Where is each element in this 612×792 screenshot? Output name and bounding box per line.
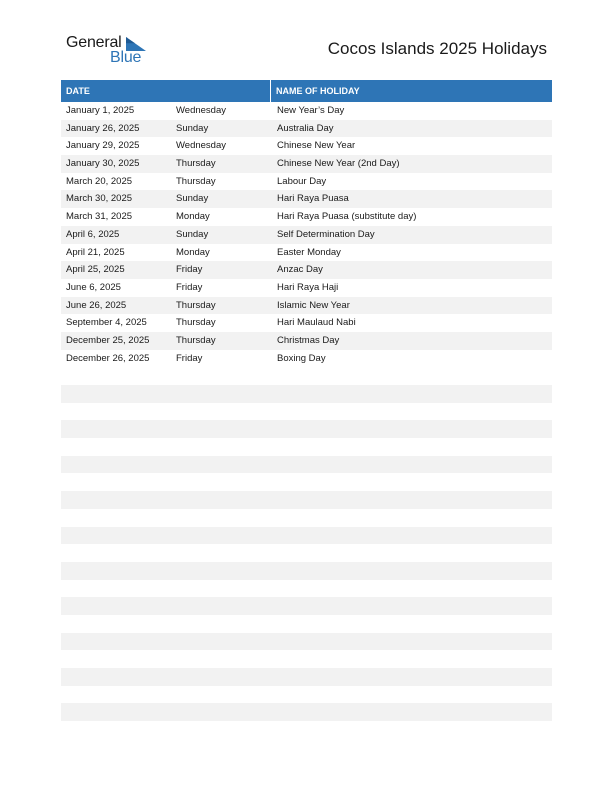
- cell-weekday: Sunday: [176, 122, 209, 134]
- table-row: [61, 332, 552, 350]
- empty-row: [61, 456, 552, 474]
- page-title: Cocos Islands 2025 Holidays: [327, 39, 547, 58]
- table-row: [61, 226, 552, 244]
- cell-weekday: Thursday: [176, 334, 216, 346]
- table-row: [61, 297, 552, 315]
- empty-row: [61, 703, 552, 721]
- cell-holiday-name: Hari Raya Haji: [277, 281, 339, 293]
- table-row: [61, 208, 552, 226]
- cell-weekday: Thursday: [176, 175, 216, 187]
- empty-row: [61, 491, 552, 509]
- table-row: [61, 350, 552, 368]
- cell-date: March 31, 2025: [66, 211, 133, 223]
- cell-date: June 6, 2025: [66, 281, 121, 293]
- cell-date: December 25, 2025: [66, 334, 150, 346]
- table-row: [61, 102, 552, 120]
- cell-date: March 30, 2025: [66, 193, 133, 205]
- cell-weekday: Friday: [176, 352, 203, 364]
- cell-weekday: Thursday: [176, 299, 216, 311]
- cell-date: September 4, 2025: [66, 317, 147, 329]
- cell-holiday-name: Hari Raya Puasa (substitute day): [277, 211, 417, 223]
- cell-weekday: Sunday: [176, 228, 209, 240]
- cell-weekday: Wednesday: [176, 140, 226, 152]
- empty-row: [61, 403, 552, 421]
- empty-row: [61, 420, 552, 438]
- empty-row: [61, 668, 552, 686]
- logo-word-blue: Blue: [110, 49, 142, 66]
- table-row: [61, 173, 552, 191]
- cell-holiday-name: Easter Monday: [277, 246, 341, 258]
- cell-date: April 21, 2025: [66, 246, 125, 258]
- empty-row: [61, 686, 552, 704]
- cell-holiday-name: Islamic New Year: [277, 299, 350, 311]
- cell-weekday: Sunday: [176, 193, 209, 205]
- table-row: [61, 314, 552, 332]
- cell-date: June 26, 2025: [66, 299, 127, 311]
- cell-holiday-name: Chinese New Year: [277, 140, 356, 152]
- empty-row: [61, 527, 552, 545]
- cell-holiday-name: Hari Raya Puasa: [277, 193, 349, 205]
- cell-holiday-name: New Year’s Day: [277, 105, 345, 116]
- cell-date: April 6, 2025: [66, 228, 120, 240]
- cell-weekday: Friday: [176, 264, 203, 276]
- cell-date: April 25, 2025: [66, 264, 125, 276]
- cell-holiday-name: Self Determination Day: [277, 228, 375, 240]
- table-row: [61, 120, 552, 138]
- header-date: DATE: [61, 80, 271, 102]
- cell-holiday-name: Chinese New Year (2nd Day): [277, 158, 400, 170]
- cell-holiday-name: Christmas Day: [277, 334, 340, 346]
- table-row: [61, 261, 552, 279]
- table-row: [61, 137, 552, 155]
- table-header: [61, 80, 552, 102]
- cell-date: March 20, 2025: [66, 175, 133, 187]
- cell-holiday-name: Labour Day: [277, 175, 327, 187]
- cell-date: January 1, 2025: [66, 105, 135, 116]
- cell-weekday: Monday: [176, 246, 210, 258]
- cell-date: December 26, 2025: [66, 352, 150, 364]
- cell-weekday: Thursday: [176, 317, 216, 329]
- empty-row: [61, 580, 552, 598]
- cell-holiday-name: Hari Maulaud Nabi: [277, 317, 356, 329]
- cell-weekday: Thursday: [176, 158, 216, 170]
- empty-rows-area: [61, 385, 552, 721]
- cell-holiday-name: Boxing Day: [277, 352, 326, 364]
- cell-holiday-name: Anzac Day: [277, 264, 323, 276]
- holiday-table: [61, 80, 552, 367]
- table-row: [61, 244, 552, 262]
- cell-weekday: Monday: [176, 211, 210, 223]
- empty-row: [61, 509, 552, 527]
- logo-word-general: General: [66, 34, 122, 51]
- cell-date: January 26, 2025: [66, 122, 140, 134]
- header-holiday-name: NAME OF HOLIDAY: [276, 86, 360, 96]
- empty-row: [61, 562, 552, 580]
- cell-weekday: Friday: [176, 281, 203, 293]
- empty-row: [61, 650, 552, 668]
- cell-date: January 30, 2025: [66, 158, 140, 170]
- table-body: [61, 102, 552, 367]
- empty-row: [61, 385, 552, 403]
- empty-row: [61, 473, 552, 491]
- empty-row: [61, 597, 552, 615]
- cell-holiday-name: Australia Day: [277, 122, 334, 134]
- empty-row: [61, 544, 552, 562]
- table-row: [61, 279, 552, 297]
- empty-row: [61, 438, 552, 456]
- cell-date: January 29, 2025: [66, 140, 140, 152]
- empty-row: [61, 633, 552, 651]
- table-row: [61, 190, 552, 208]
- cell-weekday: Wednesday: [176, 105, 226, 116]
- empty-row: [61, 615, 552, 633]
- table-row: [61, 155, 552, 173]
- brand-logo: [66, 34, 156, 68]
